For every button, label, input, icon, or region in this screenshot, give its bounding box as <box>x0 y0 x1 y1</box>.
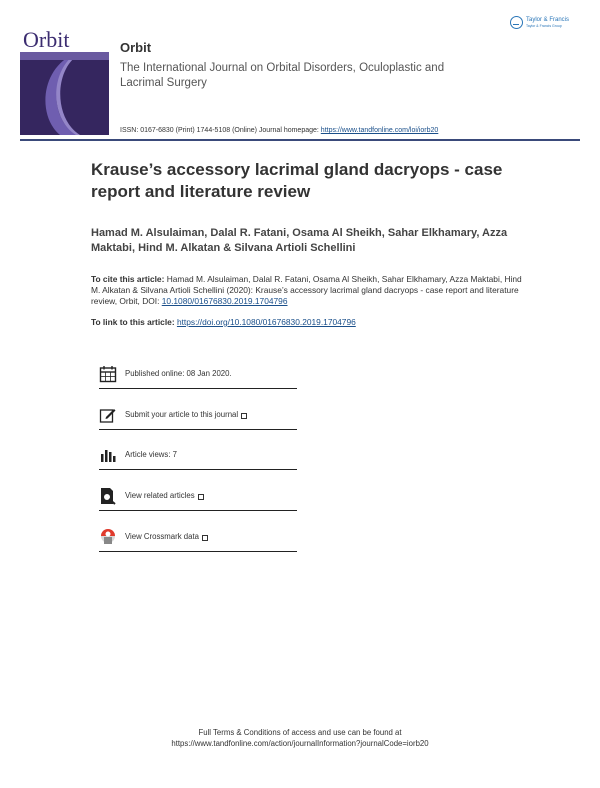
bar-chart-icon <box>99 446 117 464</box>
edit-icon <box>99 406 117 424</box>
submit-article-link[interactable]: Submit your article to this journal <box>125 410 239 419</box>
footer-terms: Full Terms & Conditions of access and use can be found at <box>198 728 402 737</box>
footer <box>0 727 600 749</box>
submit-article-row[interactable] <box>99 400 297 430</box>
citation <box>91 274 531 307</box>
external-link-icon <box>202 535 208 541</box>
link-label: To link to this article: <box>91 317 177 327</box>
crossmark-row[interactable] <box>99 522 297 552</box>
header-rule <box>20 139 580 141</box>
issn-text: ISSN: 0167-6830 (Print) 1744-5108 (Online) Journal homepage: <box>120 127 321 134</box>
published-date: Published online: 08 Jan 2020. <box>125 369 232 378</box>
cover-title: Orbit <box>20 29 109 52</box>
article-views: Article views: 7 <box>125 450 177 459</box>
journal-homepage-link[interactable]: https://www.tandfonline.com/loi/iorb20 <box>320 127 439 134</box>
cite-text: Hamad M. Alsulaiman, Dalal R. Fatani, Osama Al Sheikh, Sahar Elkhamary, Azza Maktabi, Hind M. Alkatan & Silvana Artioli Schellini (2020): Krause’s accessory lacrimal gland dacryops - case report and literature review, Orbit, DOI: <box>91 274 522 306</box>
publisher-name: Taylor & Francis <box>526 17 570 23</box>
article-link-line <box>91 317 356 327</box>
journal-cover <box>20 29 109 135</box>
article-title: Krause’s accessory lacrimal gland dacryops - case report and literature review <box>91 160 503 201</box>
external-link-icon <box>198 494 204 500</box>
article-views-row <box>99 440 297 470</box>
footer-url[interactable]: https://www.tandfonline.com/action/journalInformation?journalCode=iorb20 <box>171 739 429 748</box>
journal-name: Orbit <box>120 40 152 55</box>
cite-label: To cite this article: <box>91 274 165 284</box>
article-link[interactable]: https://doi.org/10.1080/01676830.2019.1704796 <box>176 317 356 327</box>
crossmark-link[interactable]: View Crossmark data <box>125 532 199 541</box>
publisher-logo-icon <box>510 16 523 29</box>
crossmark-icon <box>99 528 117 546</box>
article-authors: Hamad M. Alsulaiman, Dalal R. Fatani, Osama Al Sheikh, Sahar Elkhamary, Azza Maktabi, Hind M. Alkatan & Silvana Artioli Schellini <box>91 227 508 254</box>
publisher-logo <box>510 16 569 29</box>
doi-link[interactable]: 10.1080/01676830.2019.1704796 <box>161 296 288 306</box>
related-articles-row[interactable] <box>99 481 297 511</box>
journal-subtitle: The International Journal on Orbital Disorders, Oculoplastic and Lacrimal Surgery <box>120 62 445 89</box>
issn-line <box>120 127 438 134</box>
external-link-icon <box>241 413 247 419</box>
cover-strip <box>20 52 109 60</box>
calendar-icon <box>99 365 117 383</box>
published-row <box>99 359 297 389</box>
document-search-icon <box>99 487 117 505</box>
related-articles-link[interactable]: View related articles <box>125 491 195 500</box>
publisher-tagline: Taylor & Francis Group <box>526 24 562 28</box>
